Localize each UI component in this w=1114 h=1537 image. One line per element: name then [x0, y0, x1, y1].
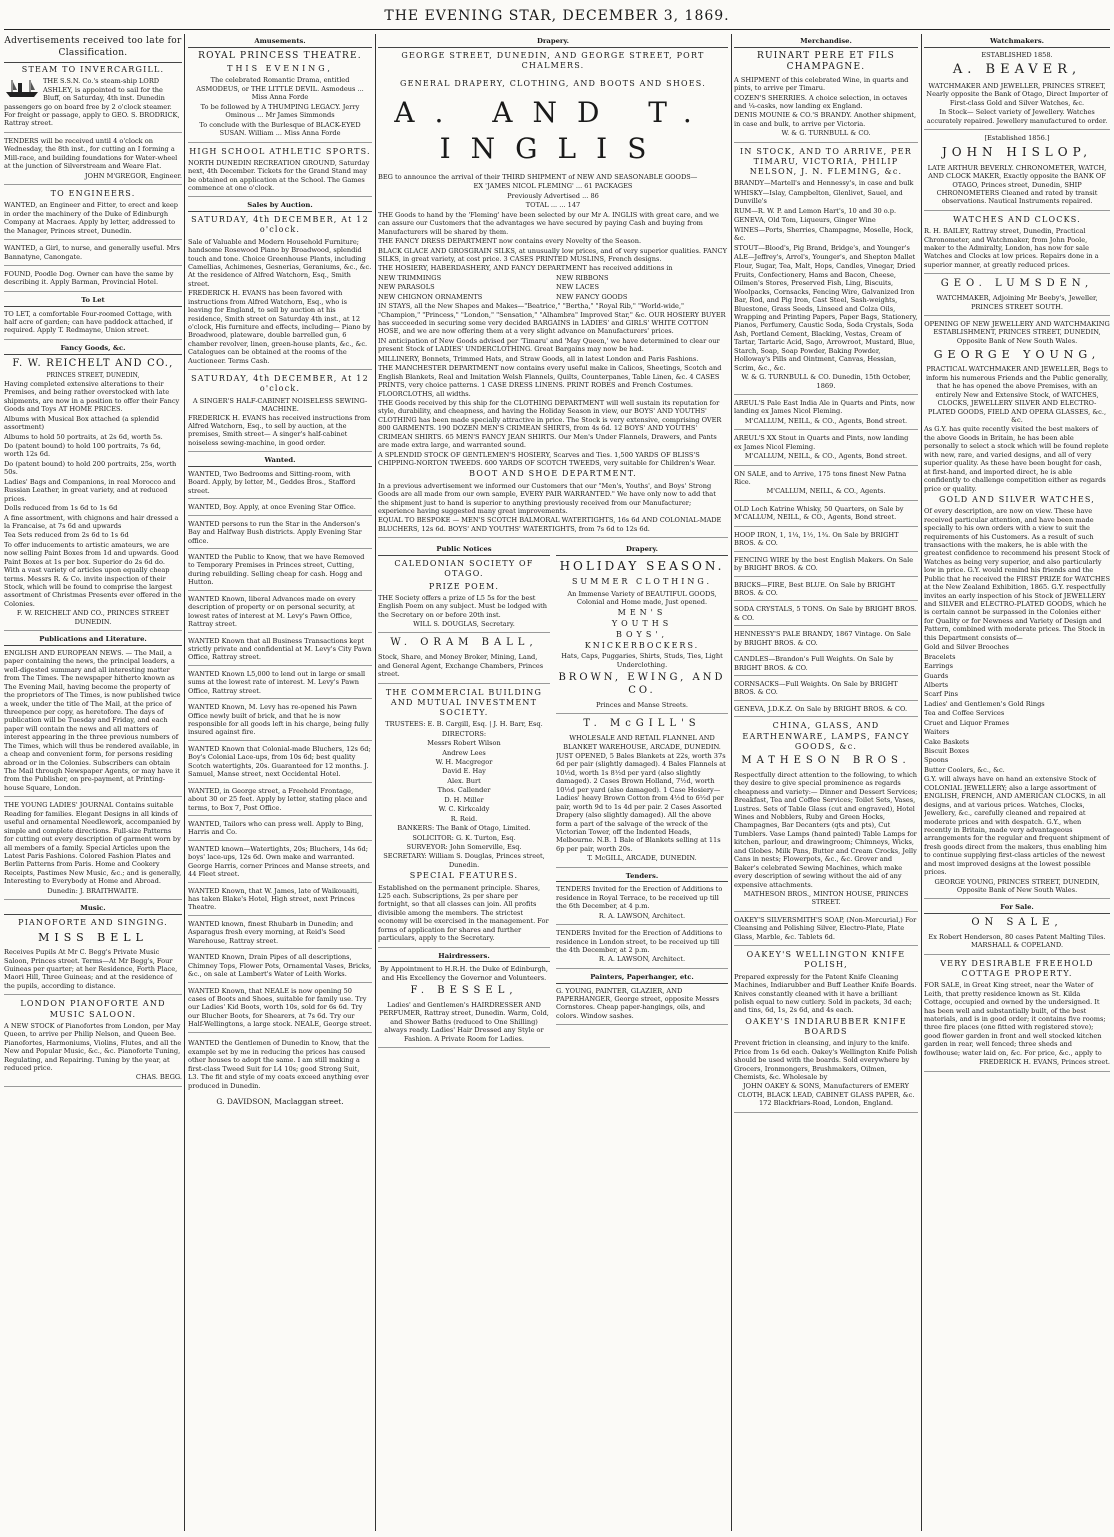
ad-body: BLACK GLACE AND GROSGRAIN SILKS, at unusually low prices, and of very superior qualities. FANCY SILKS, in great variety, at cost price. 3 CASES PRINTED MUSLINS, French designs. — [378, 246, 727, 263]
ad-auction-furniture — [188, 215, 372, 370]
ad-freehold-cottage — [924, 959, 1110, 1072]
list-item: Butter Coolers, &c., &c. — [924, 765, 1005, 774]
ad-tender-royal-terrace — [556, 885, 728, 925]
ad-loch-katrine — [734, 505, 918, 527]
section-heading: Painters, Paperhanger, etc. — [556, 973, 728, 984]
section-heading: To Let — [4, 296, 182, 307]
section-heading: Hairdressers. — [378, 952, 550, 963]
ad-building-society — [378, 688, 550, 948]
ad-body: AREUL'S XX Stout in Quarts and Pints, now landing ex James Nicol Fleming. — [734, 434, 909, 451]
departments-list — [378, 274, 728, 302]
list-item: NEW LACES — [556, 283, 599, 292]
wanted-list — [188, 470, 372, 1107]
ad-subtitle: DIRECTORS: — [441, 729, 487, 738]
list-item: David E. Hay — [442, 767, 486, 776]
ad-lumsden — [924, 278, 1110, 316]
ad-turnbull-stock — [734, 147, 918, 395]
list-item: Waiters — [924, 728, 950, 737]
list-item: CORNSACKS—Full Weights. On Sale by BRIGHT BROS. & CO. — [734, 680, 918, 701]
list-item: Alex. Burt — [447, 776, 481, 785]
ad-body: THE S.S.N. Co.'s steam-ship LORD ASHLEY, is appointed to sail for the Bluff, on Saturday, 4th inst. Dunedin passengers go on board free by 2 o'clock steamer. For freight or passage, apply to GEO. S. BRODRICK, Rattray street. — [4, 77, 180, 128]
ad-ruinart — [734, 51, 918, 143]
ad-young-ladies-journal — [4, 801, 182, 900]
list-item: SODA CRYSTALS, 5 TONS. On Sale by BRIGHT BROS. & CO. — [734, 605, 918, 626]
ad-body: DENIS MOUNIE & CO.'S BRANDY. Another shipment, in case and bulk, to arrive per Victoria. — [734, 111, 917, 128]
list-item: WHISKY—Islay, Campbelton, Glenlivet, Sauel, and Dunville's — [734, 188, 903, 206]
ad-areuls-stout — [734, 434, 918, 465]
ad-title: STEAM TO INVERCARGILL. — [21, 65, 165, 75]
firm-name: BROWN, EWING, AND CO. — [558, 672, 726, 697]
section-heading: For Sale. — [924, 903, 1110, 914]
ad-george-young — [924, 320, 1110, 899]
ad-title: SATURDAY, 4th DECEMBER, At 12 o'clock. — [191, 374, 369, 394]
masthead-rule — [4, 29, 1110, 30]
ad-body: NORTH DUNEDIN RECREATION GROUND, Saturday next, 4th December. Tickets for the Grand Stand may be obtained on application at the School. The Games commence at one o'clock. — [188, 158, 370, 193]
shipment-line: EX 'JAMES NICOL FLEMING' ... 61 PACKAGES — [473, 182, 633, 191]
ad-title: PIANOFORTE AND SINGING. — [18, 917, 168, 927]
ad-body: SECRETARY: William S. Douglas, Princes street, Dunedin. — [383, 852, 545, 869]
ad-body: SOLICITOR: G. K. Turton, Esq. — [412, 833, 516, 842]
firm-name: A. AND T. INGLIS — [394, 96, 712, 166]
column-3 — [378, 34, 728, 1531]
section-heading: Drapery. — [378, 37, 728, 48]
ad-body: Receives Pupils At Mr C. Begg's Private Music Saloon, Princes street. Terms—At Mr Begg's, Four Guineas per quarter; at her Residence, Forth Place, Maori Hill, Three Guineas; and at the residence of the pupils, according to distance. — [4, 948, 178, 990]
ad-subtitle: PRIZE POEM. — [428, 581, 500, 591]
ad-body: By Appointment to H.R.H. the Duke of Edinburgh, and His Excellency the Governor and Volunteers. — [379, 965, 549, 982]
ad-signature: W. & G. TURNBULL & CO. — [781, 129, 871, 138]
ad-subtitle: [Established 1856.] — [984, 133, 1050, 142]
ad-body: THE Society offers a prize of L5 5s for the best English Poem on any subject. Must be lodged with the Secretary on or before 20th inst. — [378, 593, 547, 619]
ad-patna-rice — [734, 470, 918, 501]
ad-royal-princess-theatre — [188, 51, 372, 143]
list-item: Earrings — [924, 662, 954, 671]
ad-painter — [556, 987, 728, 1026]
ad-subtitle: SPECIAL FEATURES. — [409, 871, 519, 881]
ad-body: OLD Loch Katrine Whisky, 50 Quarters, on Sale by M'CALLUM, NEILL, & CO., Agents, Bond street. — [734, 504, 904, 522]
ad-body: PRACTICAL WATCHMAKER AND JEWELLER, Begs to inform his numerous Friends and the Public generally, that he has opened the above Premises, with an entirely New and Extensive Stock, of WATCHES, CLOCKS, JEWELLERY SILVER AND ELECTRO-PLATED GOODS, FIELD AND OPERA GLASSES, &c., &c. — [925, 365, 1109, 425]
subcolumn-drapery — [556, 542, 728, 1052]
steamship-icon — [4, 77, 40, 99]
ad-body: FOUND, Poodle Dog. Owner can have the same by describing it. Apply Barman, Provincial Hotel. — [4, 269, 174, 287]
ad-body: WATCHMAKER, Adjoining Mr Beeby's, Jeweller, PRINCES STREET SOUTH. — [936, 294, 1098, 311]
ad-found-dog — [4, 270, 182, 292]
ad-mcgill — [556, 718, 728, 867]
list-item: HENNESSY'S PALE BRANDY, 1867 Vintage. On Sale by BRIGHT BROS. & CO. — [734, 630, 918, 651]
list-item: Thos. Callender — [437, 786, 491, 795]
list-item: WANTED Known, M. Levy has re-opened his Pawn Office newly built of brick, and that he is now responsible for all goods left in his charge, being fully insured against fire. — [188, 703, 372, 741]
column-divider — [921, 34, 922, 1531]
list-item: WANTED, Tailors who can press well. Apply to Bing, Harris and Co. — [188, 820, 372, 841]
ad-body: TENDERS Invited for the Erection of Additions to residence in Royal Terrace, to be received up till the 6th December, at 4 p.m. — [556, 885, 723, 911]
list-item: Cake Baskets — [924, 737, 970, 746]
list-item: Biscuit Boxes — [924, 747, 969, 756]
ad-signature: R. A. LAWSON, Architect. — [598, 955, 686, 964]
list-item: WANTED the Gentlemen of Dunedin to Know, that the example set by me in reducing the prices has caused other houses to adopt the same. I am still making a first-class Tweed Suit for L4 10s; good Strong Suit, L3. The fit and style of my coats exceed anything ever produced in Dunedin. — [188, 1039, 370, 1090]
list-item: KNICKERBOCKERS. — [584, 641, 700, 651]
list-item: CANDLES—Brandon's Full Weights. On Sale by BRIGHT BROS. & CO. — [734, 655, 918, 676]
list-item: Ladies' Bags and Companions, in real Morocco and Russian Leather, in great variety, and at reduced prices. — [4, 477, 176, 503]
ad-areuls-ale — [734, 399, 918, 430]
ad-signature: FREDERICK H. EVANS, Princes street. — [979, 1058, 1110, 1067]
list-item: W. C. Kirkcaldy — [438, 805, 490, 814]
ad-body: G.Y. will always have on hand an extensive Stock of COLONIAL JEWELLERY; also a large assortment of ENGLISH, FRENCH, AND AMERICAN CLOCKS, in all designs, and at various prices. Watches, Clocks, Jewellery, &c., carefully cleaned and repaired at moderate prices and with despatch. G.Y., when recently in Britain, made very advantageous arrangements for the regular and frequent shipment of fresh goods direct from the makers, thus enabling him to continue supplying first-class articles of the newest and most improved designs at the lowest possible prices. — [924, 775, 1110, 877]
ad-body: R. H. BAILEY, Rattray street, Dunedin, Practical Chronometer, and Watchmaker, from John Poole, maker to the Admiralty, London, has now for sale Watches and Clocks at low prices. Repairs done in a superior manner, at greatly reduced prices. — [924, 227, 1099, 269]
section-heading: Sales by Auction. — [188, 201, 372, 212]
ad-body: Respectfully direct attention to the following, to which they desire to give special prominence as regards cheapness and variety:— Dinner and Dessert Services; Breakfast, Tea and Coffee Services; Toilet Sets, Vases, Lustres. Sets of Table Glass (cut and engraved), Hotel Wines and Nobblers, Ruby and Green Hocks, Champagnes, Bar Decanters (qts and pts), Cut Tumblers. Vase Lamps (hand painted) Table Lamps for kitchen, parlour, and drawingroom; Chimneys, Wicks, and Globes. Milk Pans, Butter and Cream Crocks, Jelly Cans in nests; Flowerpots, &c., &c. Grover and Baker's celebrated Sewing Machines, which make every description of sewing without the aid of any expensive attachments. — [734, 770, 918, 889]
ad-signature: F. W. REICHELT AND CO., PRINCES STREET DUNEDIN. — [16, 609, 170, 626]
list-item: Tea Sets reduced from 2s 6d to 1s 6d — [4, 531, 129, 540]
list-item: Gold and Silver Brooches — [924, 643, 1009, 652]
ad-beaver — [924, 51, 1110, 130]
ad-body: In a previous advertisement we informed our Customers that our "Men's, Youths', and Boys' Strong Goods are all made from our own sample, EVERY PAIR WARRANTED." We have only now to add that the shipment just to hand is superior to anything previously received from our Manufacturer; experience having suggested many great improvements. — [378, 481, 716, 516]
column-1 — [4, 34, 182, 1531]
list-item: WANTED, Two Bedrooms and Sitting-room, with Board. Apply, by letter, M., Geddes Bros., Stafford street. — [188, 470, 372, 499]
ad-tender-london-street — [556, 929, 728, 969]
list-item: Albums to hold 50 portraits, at 2s 6d, worth 5s. — [4, 432, 163, 441]
list-item: WANTED persons to run the Star in the Anderson's Bay and Halfway Bush districts. Apply Evening Star office. — [188, 520, 372, 549]
ad-body: MILLINERY, Bonnets, Trimmed Hats, and Straw Goods, all in latest London and Paris Fashions. — [378, 354, 699, 363]
ad-body: AREUL'S Pale East India Ale in Quarts and Pints, now landing ex James Nicol Fleming. — [734, 398, 915, 416]
column-divider — [184, 34, 185, 1531]
column-4 — [734, 34, 918, 1531]
list-item: Scarf Pins — [924, 690, 959, 699]
ad-signature: JOHN OAKEY & SONS, Manufacturers of EMERY CLOTH, BLACK LEAD, CABINET GLASS PAPER, &c. 172 Blackfriars-Road, London, England. — [737, 1082, 915, 1108]
firm-name: GEORGE YOUNG, — [933, 348, 1101, 362]
list-item: Ladies' and Gentlemen's Gold Rings — [924, 699, 1045, 708]
ad-oakey-soap — [734, 916, 918, 946]
list-item: WANTED Known, Drain Pipes of all descriptions, Chimney Tops, Flower Pots, Ornamental Vases, Bricks, &c., on sale at Lambert's Water of Leith Works. — [188, 953, 372, 982]
list-item: Dolls reduced from 1s 6d to 1s 6d — [4, 504, 118, 513]
list-item: Andrew Lees — [442, 748, 486, 757]
ad-body: TENDERS will be received until 4 o'clock on Wednesday, the 8th inst., for cutting an I forming a Mill-race, and building foundations for Water-wheel at the junction of Silverstream and Weare Flat. — [4, 136, 178, 171]
list-item: D. H. Miller — [444, 795, 484, 804]
ad-to-engineers — [4, 189, 182, 240]
ad-body: THE YOUNG LADIES' JOURNAL Contains suitable Reading for families. Elegant Designs in all kinds of useful and ornamental Needlework, accompanied by simple and complete directions. Full-size Patterns for cutting out every description of garment worn by all members of a family. Special Articles upon the Latest Paris Fashions. Colored Fashion Plates and Berlin Patterns from Paris. Home and Cookery Receipts, Pastimes New Music, &c.; and is generally, Interesting to Everybody at Home and Abroad. — [4, 801, 182, 886]
list-item: WANTED the Public to Know, that we have Removed to Temporary Premises in Princes street, Cutting, during rebuilding. Selling cheap for cash. Hogg and Hutton. — [188, 553, 372, 591]
list-item: Guards — [924, 671, 949, 680]
ad-body: FOR SALE, in Great King street, near the Water of Leith, that pretty residence known as St. Kilda Cottage, occupied and owned by the undersigned. It has been well and substantially built, of the best materials, and is in good order; it contains five rooms; three fire places (one fitted with registered stove); good flower garden in front and well stocked kitchen garden in rear, well fenced; three sheds and fowlhouse; water laid on, &c. For price, &c., apply to — [924, 981, 1106, 1057]
ad-english-news — [4, 649, 182, 797]
list-item: WANTED Known, that NEALE is now opening 50 cases of Boots and Shoes, suitable for family use. Try our Ladies' Kid Boots, worth 10s, sold for 6s 6d. Try our Blucher Boots, for Shearers, at 7s 6d. Try our Half-Wellingtons, a large stock. NEALE, George street. — [188, 987, 372, 1033]
ad-title: ROYAL PRINCESS THEATRE. — [198, 50, 362, 61]
list-item: WANTED Known, that W. James, late of Waikouaiti, has taken Blake's Hotel, High street, next Princes Theatre. — [188, 887, 372, 916]
ad-holiday-season — [556, 559, 728, 714]
list-item: Do (patent bound) to hold 100 portraits, 7s 6d, worth 12s 6d. — [4, 442, 161, 459]
ad-body: The celebrated Romantic Drama, entitled ASMODEUS, or THE LITTLE DEVIL. Asmodeus ... Miss Anna Forde — [196, 76, 364, 102]
ad-signature: GEORGE YOUNG, PRINCES STREET, DUNEDIN, Opposite Bank of New South Wales. — [934, 877, 1100, 895]
shipment-total: TOTAL ... ... 147 — [525, 201, 581, 210]
ad-subtitle: OPENING OF NEW JEWELLERY AND WATCHMAKING ESTABLISHMENT, PRINCES STREET, DUNEDIN, Opposite Bank of New South Wales. — [924, 320, 1110, 345]
ad-signature: W. & G. TURNBULL & CO. Dunedin, 15th October, 1869. — [741, 373, 911, 390]
ad-title: THE COMMERCIAL BUILDING AND MUTUAL INVESTMENT SOCIETY. — [385, 687, 543, 718]
section-heading: Publications and Literature. — [4, 635, 182, 646]
list-item: R. Reid. — [450, 814, 478, 823]
ad-title: WATCHES AND CLOCKS. — [953, 214, 1081, 224]
ad-body: An Immense Variety of BEAUTIFUL GOODS, Colonial and Home made, Just opened. — [567, 589, 717, 607]
ad-body: A NEW STOCK of Pianofortes from London, per May Queen, to arrive per Philip Nelson, and Queen Bee. Pianofortes, Harmoniums, Violins, Flutes, and all the New and Popular Music, &c., &c. Pianoforte Tuning, Regulating, and Repairing. Tuning by the year, at reduced price. — [4, 1021, 182, 1072]
ad-title: ON SALE, — [971, 917, 1063, 929]
ad-body: FREDERICK H. EVANS has been favored with instructions from Alfred Watchorn, Esq., who is leaving for England, to sell by auction at his residence, Smith street on Saturday 4th inst., at 12 o'clock, His furniture and effects, including— Piano by Broadwood, plateware, double barrelled gun, 6 chamber revolver, linen, green-house plants, &c., &c. Catalogues can be obtained at the rooms of the Auctioneer. Terms Cash. — [188, 289, 371, 365]
list-item: Tea and Coffee Services — [924, 709, 1005, 718]
ad-body: In Stock— Select variety of Jewellery. Watches accurately repaired. Jewellery manufactured to order. — [926, 108, 1108, 125]
list-item: WANTED Known that Colonial-made Bluchers, 12s 6d; Boy's Colonial Lace-ups, from 10s 6d; best quality Scotch watertights, 20s. Guaranteed for 12 months. J. Samuel, Manse street, next Occidental Hotel. — [188, 745, 372, 783]
ad-tenders-millrace — [4, 137, 182, 185]
section-heading: Drapery. — [556, 545, 728, 556]
ad-athletic-sports — [188, 147, 372, 198]
ad-body: BEG to announce the arrival of their THIRD SHIPMENT of NEW AND SEASONABLE GOODS— — [378, 173, 698, 182]
ad-name: W. ORAM BALL, — [390, 637, 538, 649]
firm-name: A. BEAVER, — [952, 62, 1082, 78]
masthead: THE EVENING STAR, DECEMBER 3, 1869. — [384, 8, 730, 24]
ad-pianoforte-singing — [4, 918, 182, 996]
ad-signature: Dunedin: J. BRAITHWAITE. — [47, 886, 139, 895]
ad-reichelt — [4, 358, 182, 632]
ad-subtitle: SUMMER CLOTHING. — [571, 577, 713, 587]
bright-bros-list — [734, 531, 918, 718]
ad-title: VERY DESIRABLE FREEHOLD COTTAGE PROPERTY. — [940, 958, 1094, 979]
shipment-line: Previously Advertised ... 86 — [507, 191, 599, 200]
list-item: NEW FANCY GOODS — [556, 292, 628, 301]
section-heading: Merchandise. — [734, 37, 918, 48]
ad-body: IN STAYS, all the New Shapes and Makes—"Beatrice," "Bertha," "Royal Rib," "World-wide," "Champion," "Princess," "London," "Sensation," "Alhambra" Improved Star," &c. OUR HOSIERY BUYER has succeeded in securing some very decided BARGAINS in LADIES' and GIRLS' WHITE COTTON HOSE, and we are now offering them at a very slight advance on Manufacturers' prices. — [378, 302, 726, 336]
ad-body: ENGLISH AND EUROPEAN NEWS. — The Mail, a paper containing the news, the principal leaders, a well-digested summary and all interesting matter from The Times. The newspaper hitherto known as The Evening Mail, having become the property of the proprietors of The Times, is now published twice a week, under the title of The Mail, at the price of threepence per copy, as heretofore. The days of publication will be Tuesday and Friday, and each paper will contain the news and all matters of interest appearing in the three previous numbers of The Times, which will thus be rendered available, in a cheap and convenient form, for persons residing abroad or in the Colonies. Subscribers can obtain The Mail through Newspaper Agents, or may have it from the Publisher, on pre-payment, at Printing-house Square, London. — [4, 648, 181, 792]
ad-name: F. BESSEL, — [410, 985, 518, 997]
list-item: Albums with Musical Box attached (a splendid assortment) — [4, 414, 160, 432]
section-heading: Public Notices — [378, 545, 550, 556]
ad-body: As G.Y. has quite recently visited the best makers of the above Goods in Britain, he has been able personally to select a stock which will be found replete with new, rare, and varied designs, and all of very superior quality. As these have been bought for cash, at first-hand, and imported direct, he is able confidently to challenge competition either as regards price or quality. — [924, 425, 1109, 493]
ad-body: EQUAL TO BESPOKE — MEN'S SCOTCH BALMORAL WATERTIGHTS, 16s 6d AND COLONIAL-MADE BLUCHERS, 12s 6d. BOYS' AND YOUTHS' WATERTIGHTS, from 7s 6d to 12s 6d. — [378, 516, 722, 533]
ad-steam-invercargill — [4, 65, 182, 133]
ad-bessel — [378, 965, 550, 1048]
ad-body: Stock, Share, and Money Broker, Mining, Land, and General Agent, Exchange Chambers, Princes street. — [378, 653, 544, 679]
list-item: ALE—Jeffrey's, Arrol's, Younger's, and Shepton Mallet — [734, 252, 916, 261]
ad-subtitle: PRINCES STREET, DUNEDIN, — [46, 372, 140, 380]
ad-matheson — [734, 721, 918, 912]
ad-hislop — [924, 134, 1110, 211]
ad-body: Ladies' and Gentlemen's HAIRDRESSER AND PERFUMER, Rattray street, Dunedin. Warm, Cold, and Shower Baths (reduced to One Shilling) always ready. Ladies' Hair Dressed any Style or Fashion. A Private Room for Ladies. — [379, 1000, 549, 1043]
list-item: YOUTHS — [611, 618, 673, 628]
ad-body: G. YOUNG, PAINTER, GLAZIER, AND PAPERHANGER, George street, opposite Messrs Cornstores. Cheap paper-hangings, oils, and colors. Window sashes. — [556, 986, 720, 1020]
list-item: Do (patent bound) to hold 200 portraits, 25s, worth 50s. — [4, 459, 177, 477]
ad-signature: R. A. LAWSON, Architect. — [598, 911, 686, 920]
ad-body: Hats, Caps, Puggaries, Shirts, Studs, Ties, Light Underclothing. — [561, 652, 723, 669]
ad-body: BANKERS: The Bank of Otago, Limited. — [397, 824, 531, 833]
ad-body: WANTED, a Girl, to nurse, and generally useful. Mrs Bannatyne, Canongate. — [4, 244, 180, 261]
list-item: HOOP IRON, 1, 1¼, 1½, 1¾. On Sale by BRIGHT BROS. & CO. — [734, 531, 918, 552]
ad-body: SURVEYOR: John Somerville, Esq. — [406, 842, 522, 851]
ad-body: JUST OPENED, 5 Bales Blankets at 22s, worth 37s 6d per pair (slightly damaged). 4 Bales Flannels at 10½d, worth 1s 8½d per yard (also slightly damaged). 2 Cases Brown Holland, 7½d, worth 10½d per yard (also damaged). 1 Case Hosiery—Ladies' heavy Brown Cotton from 4½d to 6½d per pair, worth 9d to 1s 4d per pair. 2 Cases Assorted Drapery (also slightly damaged). All the above form a part of the salvage of the wreck of the Victorian Tower, off the Indented Heads, Melbourne. N.B. 1 Bale of Blankets selling at 11s 6p per pair, worth 20s. — [556, 752, 726, 853]
ad-title: OAKEY'S INDIARUBBER KNIFE BOARDS — [745, 1016, 907, 1037]
ad-auction-sewing-machine — [188, 374, 372, 452]
section-heading: Amusements. — [188, 37, 372, 48]
firm-name: MATHESON BROS. — [741, 755, 911, 767]
ad-music-saloon — [4, 999, 182, 1087]
late-ads-banner: Advertisements received too late for Classification. — [4, 36, 182, 63]
column-divider — [375, 34, 376, 1531]
ad-body: To conclude with the Burlesque of BLACK-EYED SUSAN. William ... Miss Anna Forde — [199, 120, 361, 138]
ad-body: TO LET, a comfortable Four-roomed Cottage, with half acre of garden; can have paddock attached, if required. Apply T. Redmayne, Union street. — [4, 309, 173, 335]
list-item: RUM—R. W. P. and Lemon Hart's, 10 and 30 o.p. — [734, 206, 897, 215]
list-item: Alberts — [924, 680, 949, 689]
ad-title: HIGH SCHOOL ATHLETIC SPORTS. — [189, 146, 371, 156]
ad-body: Prevent friction in cleansing, and injury to the knife. Price from 1s 6d each. Oakey's Wellington Knife Polish should be used with the boards. Sold everywhere by Grocers, Ironmongers, Brushmakers, Oilmen, Chemists, &c. Wholesale by — [734, 1039, 918, 1082]
ad-title: F. W. REICHELT AND CO., — [12, 357, 174, 369]
ad-bailey — [924, 215, 1110, 274]
ad-title: IN STOCK, AND TO ARRIVE, PER TIMARU, VICTORIA, PHILIP NELSON, J. N. FLEMING, &c. — [740, 146, 912, 177]
ad-address: GEORGE STREET, DUNEDIN, AND GEORGE STREET, PORT CHALMERS. — [401, 50, 705, 70]
ad-body: To offer inducements to artistic amateurs, we are now selling Paint Boxes from 1d and upwards. Good Paint Boxes at 1s per box. Superior do 2s 6d do. With a vast variety of articles upon equally cheap terms. Messrs R. & Co. invite inspection of their Stock, which will be found to comprise the largest assortment of Christmas Presents ever offered in the Colonies. — [4, 540, 182, 608]
ad-title: RUINART PERE ET FILS CHAMPAGNE. — [757, 50, 895, 73]
list-item: Spoons — [924, 756, 949, 765]
ad-title: OAKEY'S WELLINGTON KNIFE POLISH, — [746, 950, 906, 970]
ad-to-let — [4, 310, 182, 340]
list-item: GENEVA, Old Tom, Liqueurs, Ginger Wine — [734, 216, 876, 225]
list-item: NEW CHIGNON ORNAMENTS — [378, 292, 483, 301]
ad-signature: JOHN M'GREGOR, Engineer. — [84, 171, 182, 180]
list-item: BRICKS—FIRE, Best BLUE. On Sale by BRIGHT BROS. & CO. — [734, 581, 918, 602]
column-5 — [924, 34, 1110, 1531]
subcolumn-public-notices — [378, 542, 550, 1052]
lower-subcolumns — [378, 542, 728, 1052]
list-item: GENEVA, J.D.K.Z. On Sale by BRIGHT BROS. & CO. — [734, 705, 918, 717]
ad-signature: M'CALLUM, NEILL, & CO., Agents. — [766, 487, 886, 496]
ad-body: LATE ARTHUR BEVERLY. CHRONOMETER, WATCH, AND CLOCK MAKER, Exactly opposite the BANK OF OTAGO, Princes street, Dunedin, SHIP CHRONOMETERS Cleaned and rated by transit observations. Nautical Instruments repaired. — [927, 163, 1107, 206]
list-item: Messrs Robert Wilson — [427, 739, 501, 748]
list-item: BOYS', — [615, 629, 669, 639]
ad-body: A SHIPMENT of this celebrated Wine, in quarts and pints, to arrive per Timaru. — [734, 75, 909, 93]
ad-body: FREDERICK H. EVANS has received instructions from Alfred Watchorn, Esq., to sell by auction, at the premises, Smith street— A singer's half-cabinet noiseless sewing-machine, in good order. — [188, 413, 371, 447]
ad-caledonian — [378, 559, 550, 633]
ad-subtitle: ESTABLISHED 1858. — [981, 50, 1053, 59]
ad-body: TRUSTEES: E. B. Cargill, Esq. | J. H. Barr, Esq. — [385, 720, 543, 729]
ad-on-sale-tiles — [924, 917, 1110, 955]
ad-name: MISS BELL — [38, 931, 148, 945]
list-item: FENCING WIRE by the best English Makers. On Sale by BRIGHT BROS. & CO. — [734, 556, 918, 577]
ad-body: WANTED, an Engineer and Fitter, to erect and keep in order the machinery of the Duke of Edinburgh Company at Macraes. Apply by letter, addressed to the Manager, Princes street, Dunedin. — [4, 201, 179, 235]
ad-signature: WILL S. DOUGLAS, Secretary. — [413, 620, 515, 629]
ad-title: SATURDAY, 4th DECEMBER, At 12 o'clock. — [191, 215, 369, 235]
ad-wanted-girl — [4, 244, 182, 266]
ad-body: Sale of Valuable and Modern Household Furniture; handsome Rosewood Piano by Broadwood, splendid touch and tone. Choice Greenhouse Plants, including Camellias, Achimenes, Gesnerias, Geraniums, &c., &c. At the residence of Alfred Watchorn, Esq., Smith street. — [188, 237, 372, 288]
firm-name: JOHN HISLOP, — [941, 145, 1093, 160]
list-item: Cruet and Liquor Frames — [924, 718, 1009, 727]
ad-body: To be followed by A THUMPING LEGACY. Jerry Ominous ... Mr James Simmonds — [200, 102, 360, 120]
ad-body: A SPLENDID STOCK OF GENTLEMEN'S HOSIERY, Scarves and Ties. 1,500 YARDS OF BLISS'S CHIPPING-NORTON TWEEDS. 600 YARDS OF SCOTCH TWEEDS, very suitable for Children's Wear. — [378, 450, 716, 468]
section-heading: Music. — [4, 904, 182, 915]
list-item: BRANDY—Martell's and Hennessy's, in case and bulk — [734, 179, 914, 188]
ad-body: THE MANCHESTER DEPARTMENT now contains every useful make in Calicos, Sheetings, Scotch and English Blankets, Real and Imitation Welsh Flannels, Quilts, Counterpanes, Table Linen, &c. 4 CASES PRINTS, very choice patterns. 1 CASE DRESS LINENS. PRINT ROBES and French Costumes. FLOORCLOTHS, all widths. — [378, 364, 722, 398]
ad-subtitle: WHOLESALE AND RETAIL FLANNEL AND BLANKET WAREHOUSE, ARCADE, DUNEDIN. — [563, 734, 721, 751]
ad-body: Flour, Sugar, Tea, Malt, Hops, Candles, Vinegar, Dried Fruits, Confectionery, Hams and Bacon, Cheese, Oilmen's Stores, Preserved Fish, Ling, Biscuits, Woolpacks, Cornsacks, Fencing Wire, Galvanized Iron Bar, Rod, and Pig Iron, Cast Steel, Sash-weights, Bluestone, Grass Seeds, Linseed and Colza Oils, Wrapping and Printing Papers, Paper Bags, Stationery, Pianos, Perfumery, Caustic Soda, Soda Crystals, Soda Ash, Portland Cement, Blacking, Vestas, Cream of Tartar, Tartaric Acid, Sago, Arrowroot, Mustard, Blue, Starch, Soap, Soap Powder, Baking Powder, Holloway's Pills and Ointment, Canvas, Hessian, Scrim, &c., &c. — [734, 262, 918, 372]
ad-signature: M'CALLUM, NEILL, & CO., Agents, Bond street. — [744, 452, 908, 461]
ad-title: CALEDONIAN SOCIETY OF OTAGO. — [394, 559, 534, 579]
list-item: WANTED, Boy. Apply, at once Evening Star Office. — [188, 503, 372, 515]
ad-title: TO ENGINEERS. — [50, 189, 136, 199]
ad-body: THE Goods to hand by the 'Fleming' have been selected by our Mr A. INGLIS with great care, and we can assure our Customers that the advantages we have secured by paying Cash and buying from Manufacturers will be shared by them. — [378, 210, 719, 236]
list-item: NEW TRIMMINGS — [378, 273, 442, 282]
list-item: NEW PARASOLS — [378, 283, 435, 292]
list-item: STOUT—Blood's, Pig Brand, Bridge's, and Younger's — [734, 243, 910, 252]
section-heading: Fancy Goods, &c. — [4, 344, 182, 355]
list-item: WANTED Known L5,000 to lend out in large or small sums at the lowest rate of interest. M. Levy's Pawn Office, Rattray street. — [188, 670, 372, 699]
ad-title: CHINA, GLASS, AND EARTHENWARE, LAMPS, FANCY GOODS, &c. — [742, 721, 910, 751]
ad-title: GOLD AND SILVER WATCHES, — [938, 494, 1096, 504]
ad-body: WATCHMAKER AND JEWELLER, PRINCES STREET, Nearly opposite the Bank of Otago, Direct Importer of First-class Gold and Silver Watches, &c. — [926, 81, 1108, 107]
section-heading: Watchmakers. — [924, 37, 1110, 48]
column-2 — [188, 34, 372, 1531]
ad-body: ON SALE, and to Arrive, 175 tons finest New Patna Rice. — [734, 469, 907, 487]
ad-signature: T. McGILL, ARCADE, DUNEDIN. — [587, 854, 697, 863]
ad-body: Established on the permanent principle. Shares, L25 each. Subscriptions, 2s per share per fortnight, so that all classes can join. All profits divisible among the members. The strictest economy will be exercised in the management. For forms of application for shares and further particulars, apply to the Secretary. — [378, 883, 549, 943]
column-divider — [731, 34, 732, 1531]
ad-subtitle: Princes and Manse Streets. — [595, 700, 689, 709]
ad-body: THE HOSIERY, HABERDASHERY, AND FANCY DEPARTMENT has received additions in — [378, 264, 673, 273]
ad-title: BOOT AND SHOE DEPARTMENT. — [469, 469, 637, 479]
firm-name: T. McGILL'S — [583, 718, 701, 730]
ad-body: OAKEY'S SILVERSMITH'S SOAP, (Non-Mercurial,) For Cleansing and Polishing Silver, Electro-Plate, Plate Glass, Marble, &c. Tablets 6d. — [734, 915, 917, 941]
list-item: NEW RIBBONS — [556, 273, 609, 282]
ad-body: TENDERS Invited for the Erection of Additions to residence in London street, to be received up till the 4th December, at 2 p.m. — [556, 929, 723, 955]
ad-body: Having completed extensive alterations to their Premises, and being rather overstocked with late shipments, are now in a position to offer their Fancy Goods and Toys AT HOME PRICES. — [4, 379, 180, 414]
list-item: WANTED known, finest Rhubarb in Dunedin; and Asparagus fresh every morning, at Reid's Seed Warehouse, Rattray street. — [188, 920, 372, 949]
ad-body: THE FANCY DRESS DEPARTMENT now contains every Novelty of the Season. — [378, 237, 642, 246]
ad-signature: M'CALLUM, NEILL, & CO., Agents, Bond street. — [744, 416, 908, 425]
ad-body: Prepared expressly for the Patent Knife Cleaning Machines, Indiarubber and Buff Leather Knife Boards. Knives constantly cleaned with it have a brilliant polish equal to new cutlery. Sold in packets, 3d each; and tins, 6d, 1s, 2s 6d, and 4s each. — [734, 972, 917, 1015]
ad-subtitle: THIS EVENING, — [227, 64, 333, 74]
ad-oram-ball — [378, 637, 550, 683]
ad-oakey-polish — [734, 950, 918, 1113]
list-item: A fine assortment, with chignons and hair dressed a la Francaise, at 7s 6d and upwards — [4, 513, 179, 530]
ad-subtitle: A SINGER'S HALF-CABINET NOISELESS SEWING-MACHINE. — [192, 396, 368, 414]
ad-body: IN anticipation of New Goods advised per 'Timaru' and 'May Queen,' we have determined to clear our present Stock of LADIES' UNDERCLOTHING. Great Bargains may now be had. — [378, 336, 720, 354]
ad-body: Of every description, are now on view. These have received particular attention, and have been made specially to his own orders with a view to suit the requirements of his Customers. As a result of such transactions with the makers, he is able with the greatest confidence to recommend his present Stock of Watches as being very superior, and also particularly low in price. G.Y. would remind his friends and the Public that he received the FIRST PRIZE for WATCHES at the New Zealand Exhibition, 1865. G.Y. respectfully invites an early inspection of his Stock of JEWELLERY and SILVER and ELECTRO-PLATED GOODS, which he is certain cannot be surpassed in the Colonies either for Quality or for Newness and Variety of Design and Pattern, combined with moderate prices. The Stock in this Department consists of— — [924, 507, 1110, 642]
ad-signature: G. DAVIDSON, Maclaggan street. — [216, 1097, 344, 1107]
section-heading: Wanted. — [188, 456, 372, 467]
list-item: MEN'S — [617, 607, 667, 617]
list-item: WINES—Ports, Sherries, Champagne, Moselle, Hock, &c. — [734, 225, 914, 243]
list-item: WANTED known—Watertights, 20s; Bluchers, 14s 6d; boys' lace-ups, 12s 6d. Own make and warranted. George Harris, corner Princes and Manse streets, and 44 Fleet street. — [188, 845, 372, 883]
ad-title: LONDON PIANOFORTE AND MUSIC SALOON. — [20, 999, 166, 1019]
section-heading: Tenders. — [556, 872, 728, 883]
ad-signature: CHAS. BEGG. — [135, 1073, 182, 1082]
list-item: WANTED, in George street, a Freehold Frontage, about 30 or 25 feet. Apply by letter, stating place and terms, to Box 7, Post Office. — [188, 787, 372, 816]
ad-body: COZEN'S SHERRIES. A choice selection, in octaves and ¼-casks, now landing ex England. — [734, 93, 908, 111]
ad-title: GENERAL DRAPERY, CLOTHING, AND BOOTS AND SHOES. — [400, 79, 706, 89]
list-item: WANTED Known that all Business Transactions kept strictly private and confidential at M. Levy's City Pawn Office, Rattray street. — [188, 637, 372, 666]
list-item: WANTED Known, liberal Advances made on every description of property or on personal security, at lowest rates of interest at M. Levy's Pawn Office, Rattray street. — [188, 595, 372, 633]
ad-title: HOLIDAY SEASON. — [559, 559, 725, 574]
ad-body: Ex Robert Henderson, 80 cases Patent Malting Tiles. MARSHALL & COPELAND. — [928, 932, 1106, 950]
ad-inglis — [378, 51, 728, 539]
ad-body: THE Goods received by this ship for the CLOTHING DEPARTMENT will well sustain its reputation for style, durability, and cheapness, and having the Holiday Season in view, our BOYS' AND YOUTHS' CLOTHING has been made specially attractive in price. The Stock is very extensive, comprising OVER 800 GARMENTS. 190 DOZEN MEN'S CRIMEAN SHIRTS, from 4s 6d. 12 BOYS' AND YOUTHS' CRIMEAN SHIRTS. 65 MEN'S FANCY JEAN SHIRTS. Our Men's Under Flannels, Drawers, and Pants are made extra large, and warranted sound. — [378, 398, 722, 450]
list-item: W. H. Macgregor — [435, 758, 493, 767]
list-item: Bracelets — [924, 652, 956, 661]
firm-name: GEO. LUMSDEN, — [940, 278, 1094, 290]
ad-signature: MATHESON BROS., MINTON HOUSE, PRINCES STREET. — [743, 889, 909, 907]
